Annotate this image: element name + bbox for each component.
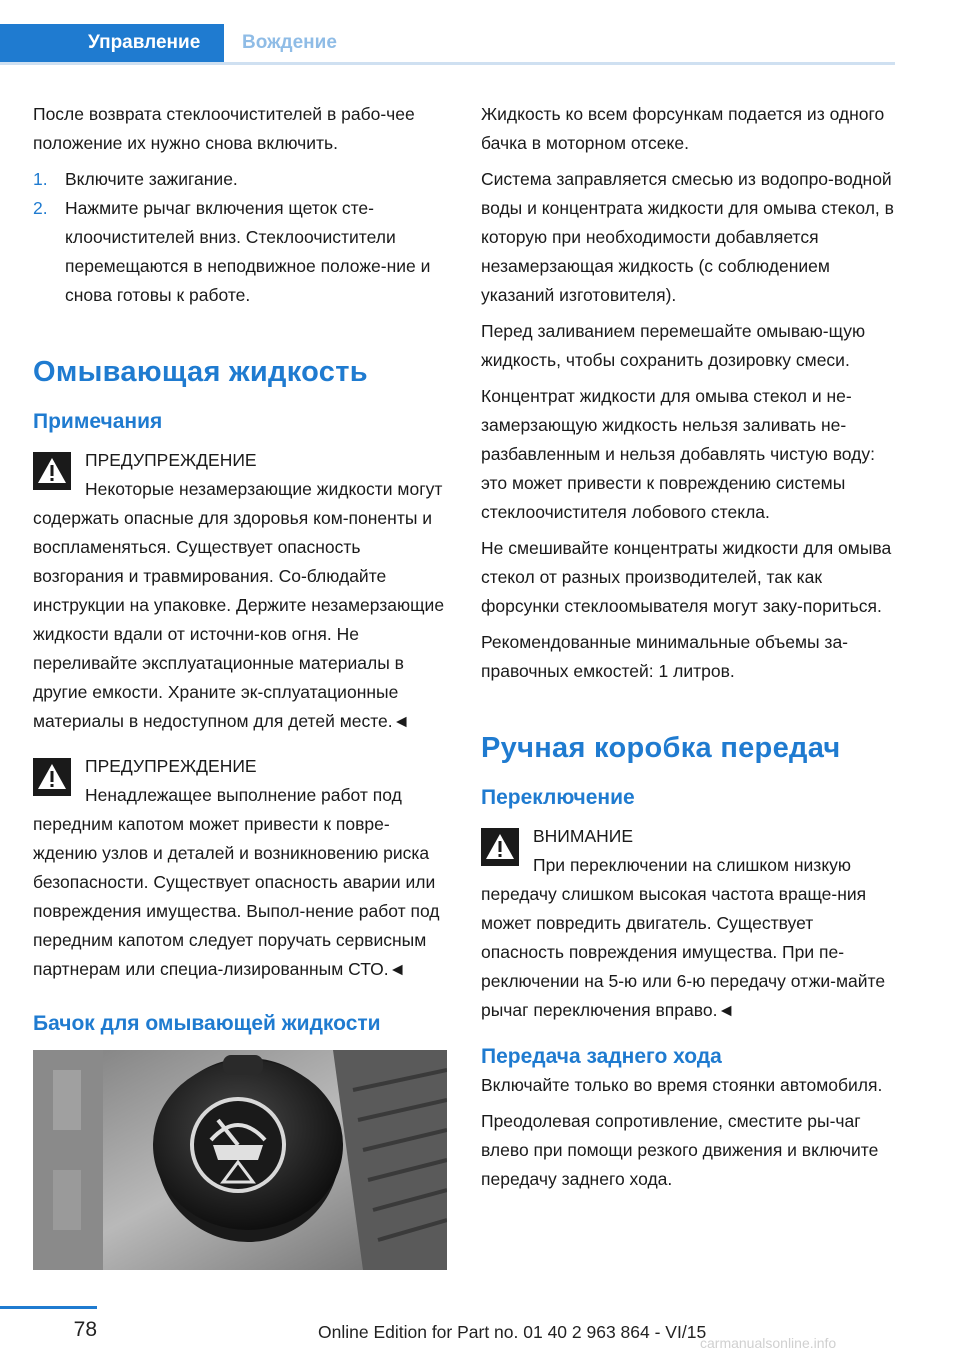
page-number: 78 [73,1318,97,1341]
footer-accent-line [0,1306,97,1309]
warning-block [33,446,447,736]
tab-driving[interactable]: Вождение [242,32,337,53]
washer-reservoir-photo [33,1050,447,1270]
paragraph: Не смешивайте концентраты жидкости для омыва стекол от разных производителей, так как форсунки стеклоомывателя могут заку-пориться. [481,538,892,616]
warning-triangle-icon [33,758,71,796]
paragraph: Рекомендованные минимальные объемы за-правочных емкостей: 1 литров. [481,632,849,681]
warning-text: Ненадлежащее выполнение работ под передним капотом может привести к повре-ждению узлов и деталей и возникновению риска безопасности. Существует опасность аварии или повреждения имущества. Выпол-нение работ под передним капотом следует поручать сервисным партнерам или специа-лизированным СТО.◄ [33,785,440,979]
warning-block [33,752,447,984]
left-column [33,100,447,1048]
warning-text: Некоторые незамерзающие жидкости могут содержать опасные для здоровья ком-поненты и воспламеняться. Существует опасность возгорания и травмирования. Со-блюдайте инструкции на упаковке. Держите незамерзающие жидкости вдали от источни-ков огня. Не переливайте эксплуатационные материалы в другие емкости. Храните эк-сплуатационные материалы в недоступном для детей месте.◄ [33,479,445,731]
step-text: Нажмите рычаг включения щеток сте-клоочистителей вниз. Стеклоочистители перемещаются в неподвижное положе-ние и снова готовы к работе. [65,198,431,305]
step-number: 2. [33,198,48,218]
subsection-title-reverse: Передача заднего хода [481,1045,722,1068]
watermark: carmanualsonline.info [700,1335,837,1351]
edition-info: Online Edition for Part no. 01 40 2 963 864 - VI/15 [318,1322,707,1342]
notice-text: При переключении на слишком низкую передачу слишком высокая частота враще-ния может повредить двигатель. Существует опасность повреждения имущества. При пе-реключении на 5-ю или 6-ю передачу отжи-майте рычаг переключения вправо.◄ [481,855,886,1020]
step-number: 1. [33,169,48,189]
reservoir-cap-illustration [33,1050,447,1270]
paragraph: Включайте только во время стоянки автомобиля. [481,1075,883,1095]
steps-list [33,165,447,310]
list-item [33,165,447,194]
warning-label: ПРЕДУПРЕЖДЕНИЕ [85,450,257,470]
subsection-title-tank: Бачок для омывающей жидкости [33,1012,381,1035]
paragraph: Перед заливанием перемешайте омываю-щую жидкость, чтобы сохранить дозировку смеси. [481,321,866,370]
warning-label: ПРЕДУПРЕЖДЕНИЕ [85,756,257,776]
section-title-washer-fluid: Омывающая жидкость [33,356,368,388]
paragraph: Преодолевая сопротивление, сместите ры-чаг влево при помощи резкого движения и включите передачу заднего хода. [481,1111,879,1189]
list-item [33,194,447,310]
right-column [481,100,895,1201]
warning-triangle-icon [33,452,71,490]
paragraph: Система заправляется смесью из водопро-водной воды и концентрата жидкости для омыва стекол, в которую при необходимости добавляется незамерзающая жидкость (с соблюдением указаний изготовителя). [481,169,894,305]
page-header [0,24,895,65]
paragraph: Жидкость ко всем форсункам подается из одного бачка в моторном отсеке. [481,104,885,153]
notice-label: ВНИМАНИЕ [533,826,634,846]
subsection-title-notes: Примечания [33,410,163,433]
section-title-manual-gearbox: Ручная коробка передач [481,732,841,764]
warning-triangle-icon [481,828,519,866]
notice-block [481,822,895,1025]
subsection-title-shifting: Переключение [481,786,635,809]
paragraph: Концентрат жидкости для омыва стекол и не-замерзающую жидкость нельзя заливать не-разбавленным и нельзя добавлять чистую воду: это может привести к повреждению системы стеклоочистителя лобового стекла. [481,386,875,522]
step-text: Включите зажигание. [65,169,238,189]
intro-paragraph: После возврата стеклоочистителей в рабо-чее положение их нужно снова включить. [33,104,415,153]
tab-controls[interactable]: Управление [0,24,224,62]
